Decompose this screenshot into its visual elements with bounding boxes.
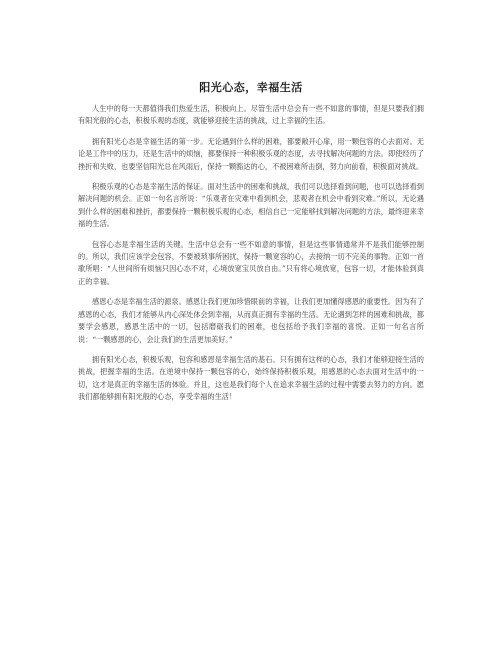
paragraph-3: 积极乐观的心态是幸福生活的保证。面对生活中的困难和挑战，我们可以选择看到问题，也可以选择看到解决问题的机会。正如一句名言所说：“乐观者在灾难中看到机会，悲观者在机会中看到灾难。”所以，无论遇到什么样的困难和挫折，都要保持一颗积极乐观的心态，相信自己一定能够找到解决问题的方法，最终迎来幸福的生活。 [78,182,424,229]
paragraph-4: 包容心态是幸福生活的关键。生活中总会有一些不如意的事情，但是这些事情通常并不是我们能够控制的。所以，我们应该学会包容，不要被琐事所困扰，保持一颗宽容的心，去接纳一切不完美的事物。正如一首歌所唱：“人世间所有烦恼只因心态不对，心境放宽宝贝放自由。”只有将心境放宽，包容一切，才能体验到真正的幸福。 [78,239,424,286]
paragraph-5: 感恩心态是幸福生活的源泉。感恩让我们更加珍惜眼前的幸福，让我们更加懂得感恩的重要性。因为有了感恩的心态，我们才能够从内心深处体会到幸福，从而真正拥有幸福的生活。无论遇到怎样的困难和挑战，都要学会感恩，感恩生活中的一切，包括磨砺我们的困难，也包括给予我们幸福的喜悦。正如一句名言所说：“一颗感恩的心，会让我们的生活更加美好。” [78,297,424,344]
document-body [78,103,424,412]
paragraph-2: 拥有阳光心态是幸福生活的第一步。无论遇到什么样的困难，都要敞开心扉，用一颗包容的心去面对。无论是工作中的压力，还是生活中的烦恼，都要保持一种积极乐观的态度，去寻找解决问题的方法。即使经历了挫折和失败，也要坚信阳光总在风雨后，保持一颗豁达的心，不被困难所击倒，努力向前看，积极面对挑战。 [78,136,424,171]
document-title: 阳光心态，幸福生活 [199,81,303,94]
paragraph-6: 拥有阳光心态，积极乐观，包容和感恩是幸福生活的基石。只有拥有这样的心态，我们才能够迎接生活的挑战，把握幸福的生活。在逆境中保持一颗包容的心，始终保持积极乐观，用感恩的心态去面对生活中的一切，这才是真正的幸福生活的体验。并且，这也是我们每个人在追求幸福生活的过程中需要去努力的方向。愿我们都能够拥有阳光般的心态，享受幸福的生活！ [78,354,424,402]
paragraph-1: 人生中的每一天都值得我们热爱生活，积极向上。尽管生活中总会有一些不如意的事情，但是只要我们拥有阳光般的心态，积极乐观的态度，就能够迎接生活的挑战，过上幸福的生活。 [78,104,424,126]
